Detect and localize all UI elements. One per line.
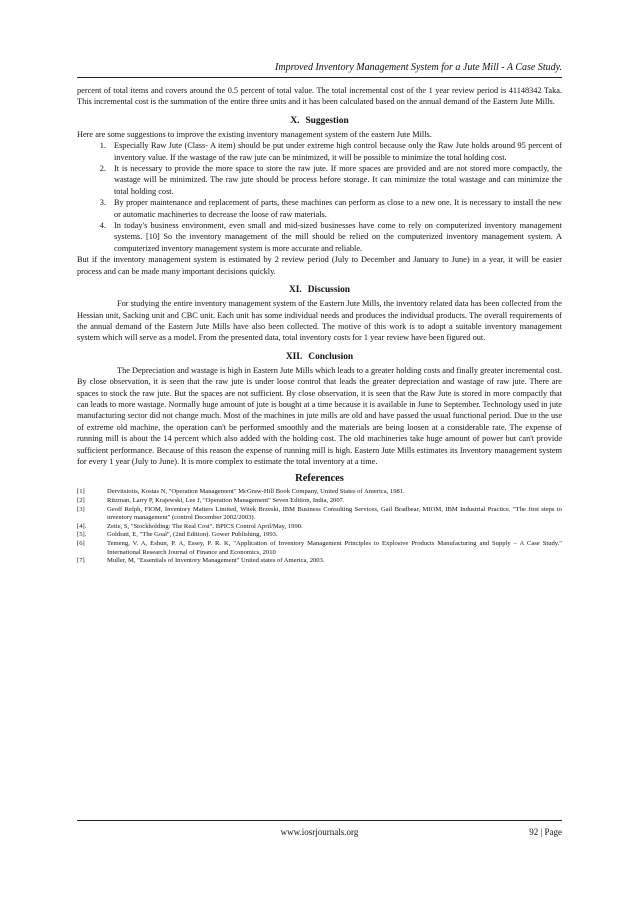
list-text: Especially Raw Jute (Class- A item) should be put under extreme high control because only the Raw Jute holds around 95 percent of inventory value. If the wastage of the raw jute can be minimized, it will be possible to minimize the total holding cost. — [114, 141, 562, 162]
list-item — [77, 163, 562, 197]
section-title: Discussion — [307, 285, 350, 296]
reference-text: Muller, M, "Essentials of Inventory Management" United states of America, 2003. — [107, 557, 325, 565]
section-number: XII. — [285, 351, 303, 362]
list-number: 1. — [99, 141, 106, 151]
suggestion-closing: But if the inventory management system is estimated by 2 review period (July to December and January to June) in a year, it will be easier process and can be made many important decisions quickly. — [77, 255, 562, 276]
footer-rule — [77, 820, 562, 821]
list-item — [77, 220, 562, 254]
references-heading: References — [295, 473, 344, 485]
reference-list — [77, 488, 562, 565]
reference-number: [4]. — [77, 522, 87, 530]
list-text: In today's business environment, even small and mid-sized businesses have come to rely on computerized inventory management systems. [10] So the inventory management of the mill should be relied on the computerized inventory management system. A computerized inventory management system is more accurate and reliable. — [114, 221, 562, 253]
reference-text: Geoff Relph, FIOM, Inventory Matters Limited, Witek Brzeski, IBM Business Consulting Services, Gail Bradbear, MIOM, IBM Industrial Practice. "The first steps to inventory management" (control December 2002/2003). — [107, 505, 562, 522]
reference-number: [3] — [77, 505, 85, 513]
reference-item — [77, 531, 562, 540]
list-number: 3. — [99, 198, 106, 208]
reference-item — [77, 488, 562, 497]
list-item — [77, 140, 562, 163]
list-text: By proper maintenance and replacement of parts, these machines can perform as close to a new one. It is necessary to install the new or automatic machineries to decrease the loose of raw materials. — [114, 198, 562, 219]
reference-number: [1] — [77, 488, 85, 496]
footer-url: www.iosrjournals.org — [280, 827, 359, 837]
intro-paragraph: percent of total items and covers around the 0.5 percent of total value. The total incremental cost of the 1 year review period is 41148342 Taka. This incremental cost is the summation of the entire three units and it has been calculated based on the annual demand of the Eastern Jute Mills. — [77, 86, 562, 107]
reference-number: [2] — [77, 496, 85, 504]
list-item — [77, 197, 562, 220]
reference-number: [7] — [77, 557, 85, 565]
section-heading-discussion — [77, 284, 562, 296]
section-title: Conclusion — [308, 351, 354, 362]
section-number: XI. — [289, 285, 302, 296]
section-title: Suggestion — [305, 115, 349, 126]
reference-text: Temeng, V. A, Eshun, P. A, Essey, P. R. K, "Application of Inventory Management Principles to Explosive Products Manufacturing and Supply – A Case Study." International Research Journal of Finance and Economics, 2010 — [107, 539, 562, 556]
running-head: Improved Inventory Management System for a Jute Mill - A Case Study. — [275, 62, 562, 73]
reference-text: Goldratt, E, "The Goal", (2nd Edition). Gower Publishing, 1993. — [107, 531, 278, 539]
conclusion-paragraph: The Depreciation and wastage is high in Eastern Jute Mills which leads to a greater holding costs and finally greater incremental cost. By close observation, it is seen that the raw jute is under loose control that leads the greater depreciation and wastage of raw jute. There are spaces to stock the raw jute. But the spaces are not sufficient. By close observation, it is seen that the Raw Jute is stored in more compactly that can leads to more wastage. Normally huge amount of jute is bought at a time because it is available in June to September. Technology used in jute manufacturing sector did not change much. Most of the machines in jute mills are old and have passed the usual functional period. Due to the use of extreme old machine, the operation can't be performed smoothly and the materials are being loosen at a considerable rate. The expense of running mill is about the 14 percent which also added with the holding cost. The old machineries take huge amount of power but can't provide sufficient performance. Because of this reason the expense of running mill is high. Eastern Jute Mills estimates its Inventory management system for every 1 year (July to June). It is more complex to estimate the total inventory at a time. — [77, 365, 562, 466]
discussion-paragraph: For studying the entire inventory management system of the Eastern Jute Mills, the inventory related data has been collected from the Hessian unit, Sacking unit and CBC unit. Each unit has some individual needs and produces the individual products. The overall requirements of the annual demand of the Eastern Jute Mills have also been collected. The motive of this work is to adopt a suitable inventory management system which will serve as a model. From the presented data, total inventory costs for 1 year review have been figured out. — [77, 299, 562, 343]
reference-number: [6] — [77, 539, 85, 547]
body-text — [77, 85, 562, 566]
suggestion-list — [77, 140, 562, 254]
list-text: It is necessary to provide the more space to store the raw jute. If more spaces are provided and are not stored more compactly, the wastage will be minimized. The raw jute should be process before storage. It can minimize the total wastage and can minimize the total holding cost. — [114, 164, 562, 196]
reference-item — [77, 497, 562, 506]
list-number: 4. — [99, 221, 106, 231]
reference-number: [5]. — [77, 531, 87, 539]
page-number: 92 | Page — [529, 827, 562, 837]
reference-item — [77, 540, 562, 557]
section-heading-conclusion — [77, 351, 562, 363]
list-number: 2. — [99, 164, 106, 174]
reference-text: Dervitsiotis, Kostas N, "Operation Management" McGraw-Hill Book Company, United States of America, 1981. — [107, 488, 405, 496]
reference-text: Ritzman, Larry P, Krajewski, Lee J, "Operation Management" Seven Edition, India, 2007. — [107, 496, 345, 504]
reference-item — [77, 557, 562, 566]
section-number: X. — [290, 115, 300, 126]
header-rule — [77, 77, 562, 78]
reference-text: Zetie, S, "Stockholding: The Real Cost". BPICS Control April/May, 1990. — [107, 522, 303, 530]
reference-item — [77, 506, 562, 523]
section-heading-suggestion — [77, 115, 562, 127]
reference-item — [77, 523, 562, 532]
suggestion-lead: Here are some suggestions to improve the existing inventory management system of the eastern Jute Mills. — [77, 129, 432, 139]
